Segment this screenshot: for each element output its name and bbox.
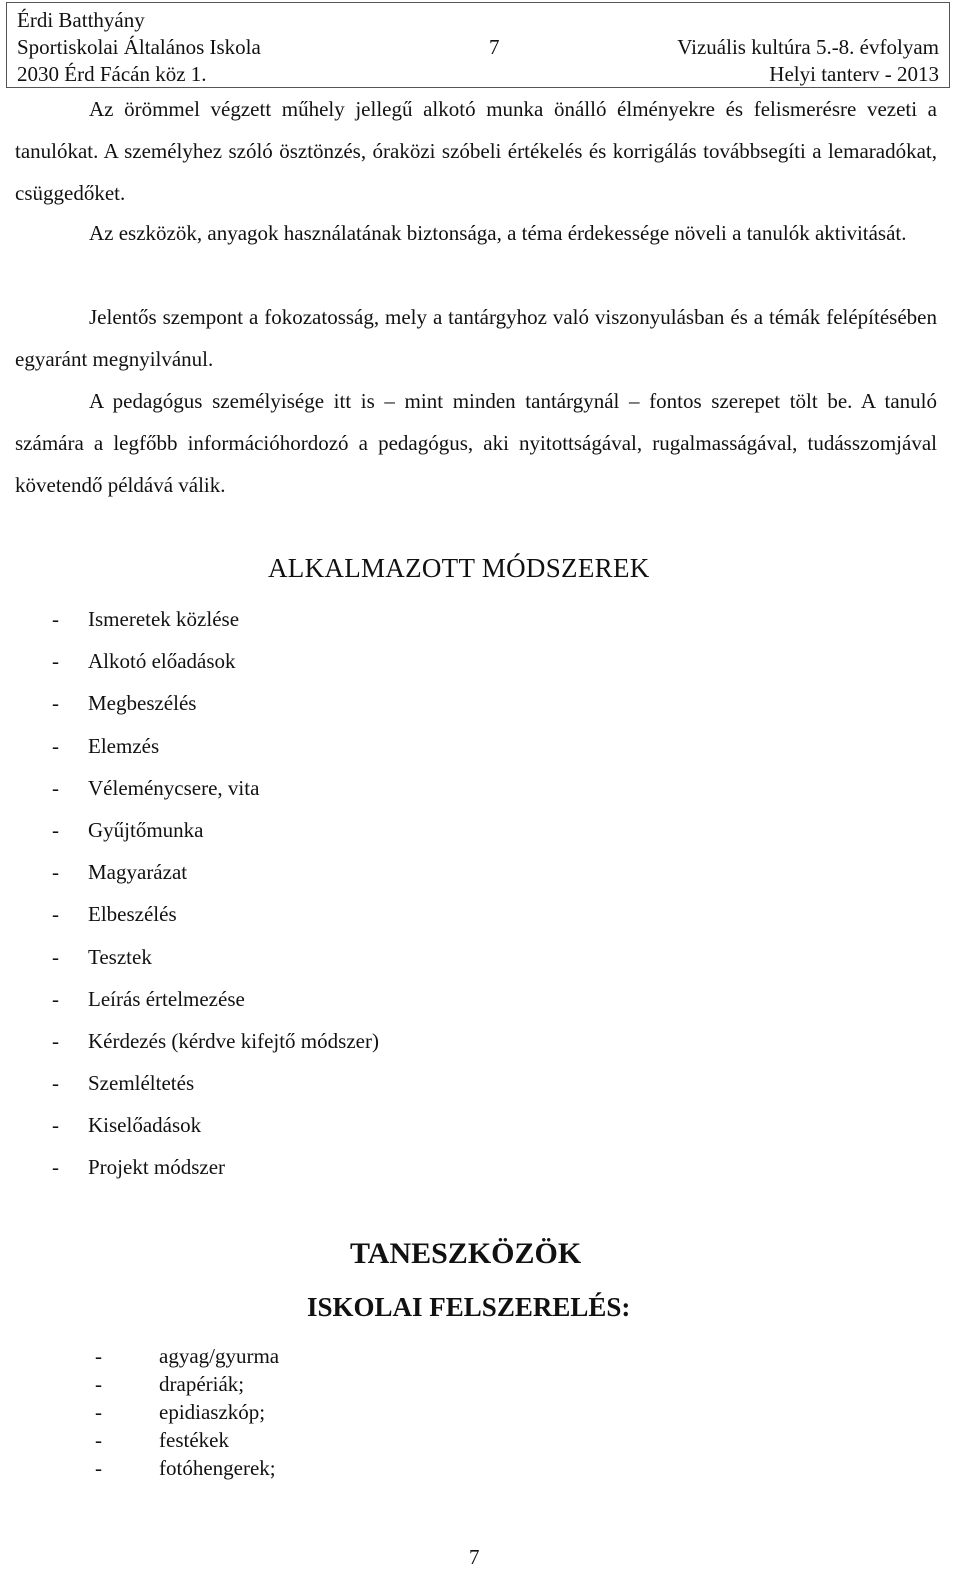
footer-page-number: 7 [469,1545,480,1569]
method-item [52,598,379,640]
equipment-item [95,1454,279,1482]
list-item-text: Szemléltetés [88,1071,195,1096]
paragraph-gradualness: Jelentős szempont a fokozatosság, mely a tantárgyhoz való viszonyulásban és a témák felépítésében egyaránt megnyilvánul. [15,305,937,371]
method-item [52,893,379,935]
method-item [52,640,379,682]
list-dash: - [52,817,59,842]
list-item-text: Projekt módszer [88,1155,226,1180]
list-dash: - [52,1071,59,1096]
page-header [6,2,950,88]
list-dash: - [52,902,59,927]
equipment-item [95,1398,279,1426]
method-item [52,1146,379,1188]
list-item-text: Elbeszélés [88,902,177,927]
subject-grade: Vizuális kultúra 5.-8. évfolyam [677,35,939,59]
paragraph-teacher: A pedagógus személyisége itt is – mint minden tantárgynál – fontos szerepet tölt be. A tanuló számára a legfőbb információhordozó a pedagógus, aki nyitottságával, rugalmasságával, tudásszomjával követendő példává válik. [15,389,937,497]
methods-list [52,598,379,1189]
list-item-text: festékek [159,1428,229,1452]
list-dash: - [52,691,59,716]
paragraph-motivation: Az örömmel végzett műhely jellegű alkotó munka önálló élményekre és felismerésre vezeti a tanulókat. A személyhez szóló ösztönzés, óraközi szóbeli értékelés és korrigálás továbbsegíti a lemaradókat, csüggedőket. [15,97,937,205]
list-item-text: Ismeretek közlése [88,607,240,631]
method-item [52,851,379,893]
list-item-text: fotóhengerek; [159,1456,276,1480]
list-item-text: Elemzés [88,733,160,758]
list-item-text: drapériák; [159,1372,245,1396]
list-dash: - [95,1344,102,1368]
equipment-item [95,1342,279,1370]
method-item [52,978,379,1020]
method-item [52,1104,379,1146]
equipment-item [95,1370,279,1398]
list-item-text: Megbeszélés [88,691,197,716]
list-item-text: Gyűjtőmunka [88,817,204,842]
list-item-text: Leírás értelmezése [88,986,245,1011]
methods-heading: ALKALMAZOTT MÓDSZEREK [268,553,650,583]
list-item-text: Alkotó előadások [88,649,236,674]
curriculum-label: Helyi tanterv - 2013 [769,62,939,86]
list-dash: - [52,607,59,631]
list-dash: - [95,1428,102,1452]
list-item-text: agyag/gyurma [159,1344,280,1368]
list-dash: - [95,1400,102,1424]
list-dash: - [52,1113,59,1138]
list-dash: - [52,649,59,674]
paragraph-safety: Az eszközök, anyagok használatának biztonsága, a téma érdekessége növeli a tanulók aktivitását. [89,221,907,245]
equipment-list [95,1342,279,1482]
school-name-line1: Érdi Batthyány [17,8,145,32]
list-dash: - [52,1155,59,1180]
equipment-item [95,1426,279,1454]
list-item-text: Kérdezés (kérdve kifejtő módszer) [88,1028,379,1053]
method-item [52,809,379,851]
method-item [52,1020,379,1062]
list-dash: - [52,986,59,1011]
list-dash: - [52,860,59,885]
tools-heading: TANESZKÖZÖK [350,1237,582,1270]
list-item-text: epidiaszkóp; [159,1400,266,1424]
list-item-text: Kiselőadások [88,1113,202,1138]
list-dash: - [52,733,59,758]
list-item-text: Magyarázat [88,860,188,885]
list-item-text: Tesztek [88,944,152,969]
list-dash: - [52,1028,59,1053]
list-dash: - [95,1372,102,1396]
list-dash: - [52,944,59,969]
method-item [52,936,379,978]
list-dash: - [52,775,59,800]
school-address-line: 2030 Érd Fácán köz 1. [17,62,207,86]
header-subject-info [677,34,939,88]
method-item [52,682,379,724]
list-item-text: Véleménycsere, vita [88,775,260,800]
list-dash: - [95,1456,102,1480]
school-address [17,7,261,88]
school-name-line2: Sportiskolai Általános Iskola [17,35,261,59]
method-item [52,725,379,767]
method-item [52,767,379,809]
header-page-number: 7 [489,35,500,59]
equipment-subheading: ISKOLAI FELSZERELÉS: [307,1292,631,1322]
method-item [52,1062,379,1104]
